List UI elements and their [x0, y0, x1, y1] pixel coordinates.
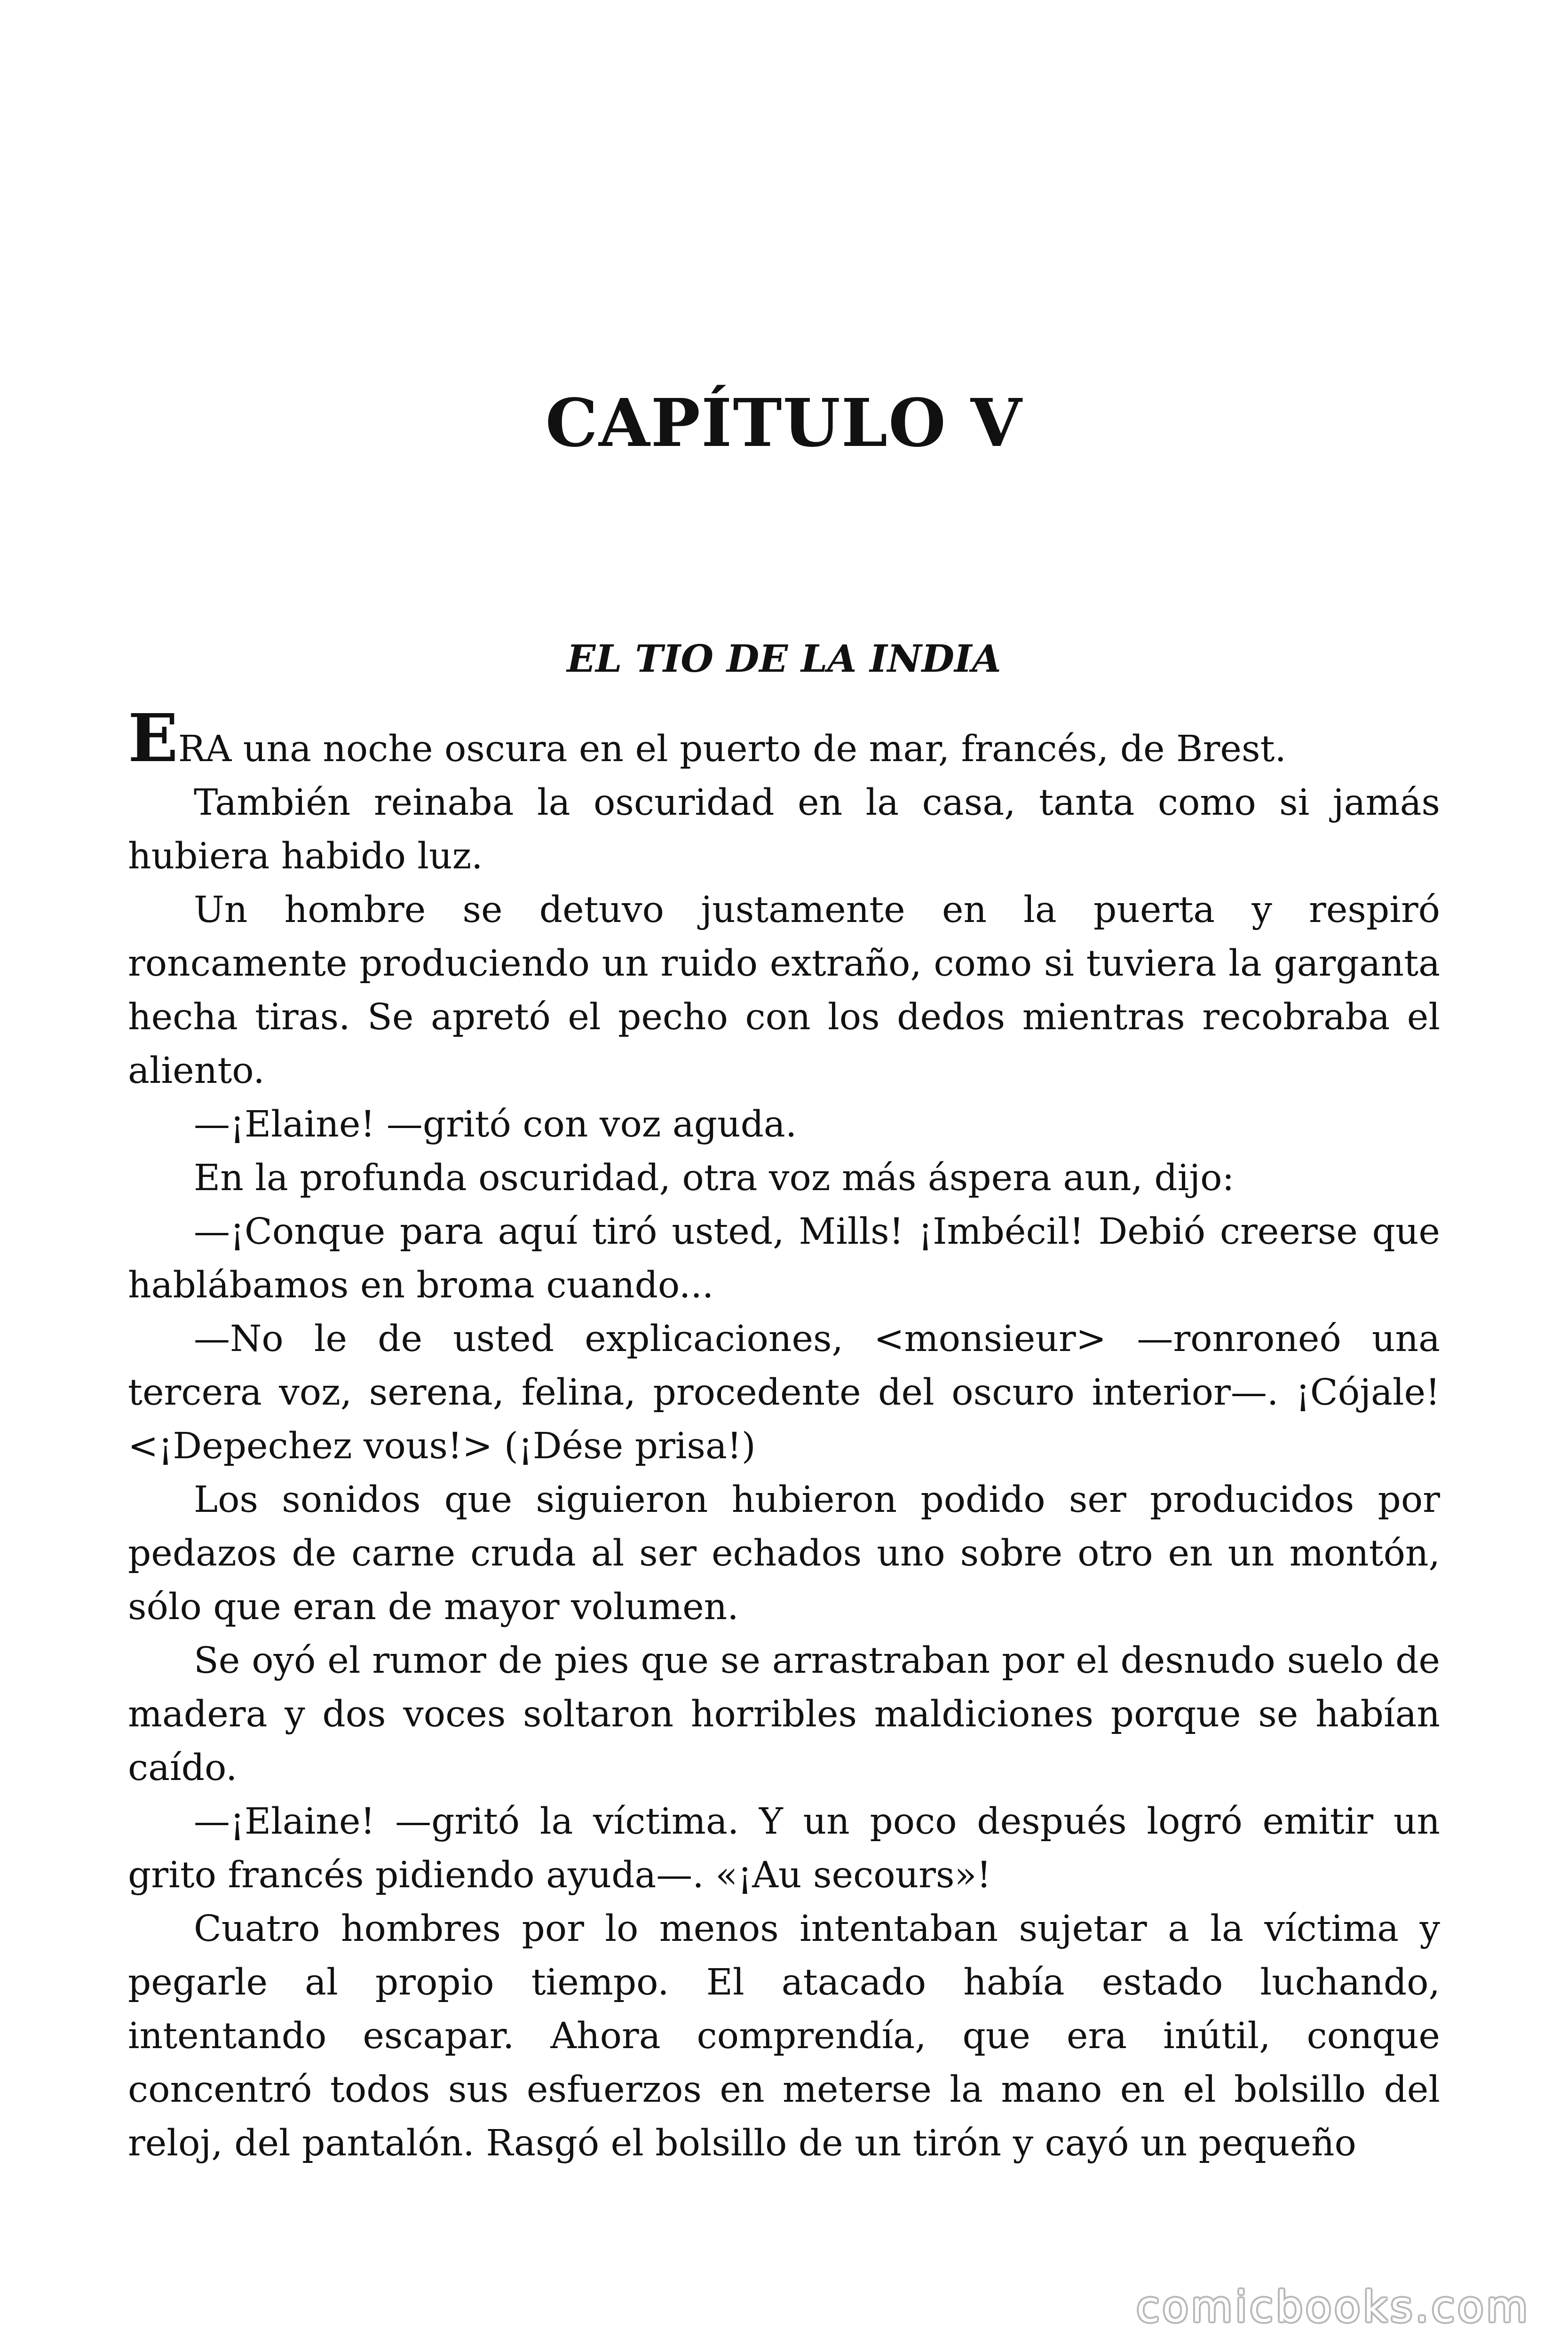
opening-text: RA una noche oscura en el puerto de mar, francés, de Brest. [178, 728, 1286, 770]
drop-cap-initial: E [128, 700, 178, 777]
paragraph: Un hombre se detuvo justamente en la puerta y respiró roncamente produciendo un ruido extraño, como si tuviera la garganta hecha tiras. Se apretó el pecho con los dedos mientras recobraba el aliento. [128, 889, 1440, 1092]
chapter-body [128, 700, 1440, 2170]
paragraph: Los sonidos que siguieron hubieron podido ser producidos por pedazos de carne cruda al ser echados uno sobre otro en un montón, sólo que eran de mayor volumen. [128, 1479, 1440, 1628]
chapter-title: CAPÍTULO V [545, 385, 1023, 462]
watermark-text: comicbooks.com [1136, 2282, 1530, 2332]
paragraph: —¡Elaine! —gritó la víctima. Y un poco después logró emitir un grito francés pidiendo ayuda—. «¡Au secours»! [128, 1801, 1440, 1896]
paragraph: Se oyó el rumor de pies que se arrastraban por el desnudo suelo de madera y dos voces soltaron horribles maldiciones porque se habían caído. [128, 1640, 1440, 1789]
paragraph: En la profunda oscuridad, otra voz más áspera aun, dijo: [194, 1157, 1235, 1199]
paragraph: —No le de usted explicaciones, <monsieur> —ronroneó una tercera voz, serena, felina, procedente del oscuro interior—. ¡Cójale! <¡Depechez vous!> (¡Dése prisa!) [128, 1318, 1440, 1467]
paragraph-opening [128, 700, 1440, 777]
paragraph: —¡Elaine! —gritó con voz aguda. [194, 1104, 797, 1145]
chapter-subtitle: EL TIO DE LA INDIA [567, 636, 1001, 681]
paragraph: —¡Conque para aquí tiró usted, Mills! ¡Imbécil! Debió creerse que hablábamos en broma cuando... [128, 1211, 1440, 1306]
paragraph: También reinaba la oscuridad en la casa, tanta como si jamás hubiera habido luz. [128, 782, 1440, 877]
paragraph: Cuatro hombres por lo menos intentaban sujetar a la víctima y pegarle al propio tiempo. El atacado había estado luchando, intentando escapar. Ahora comprendía, que era inútil, conque concentró todos sus esfuerzos en meterse la mano en el bolsillo del reloj, del pantalón. Rasgó el bolsillo de un tirón y cayó un pequeño [128, 1908, 1440, 2164]
